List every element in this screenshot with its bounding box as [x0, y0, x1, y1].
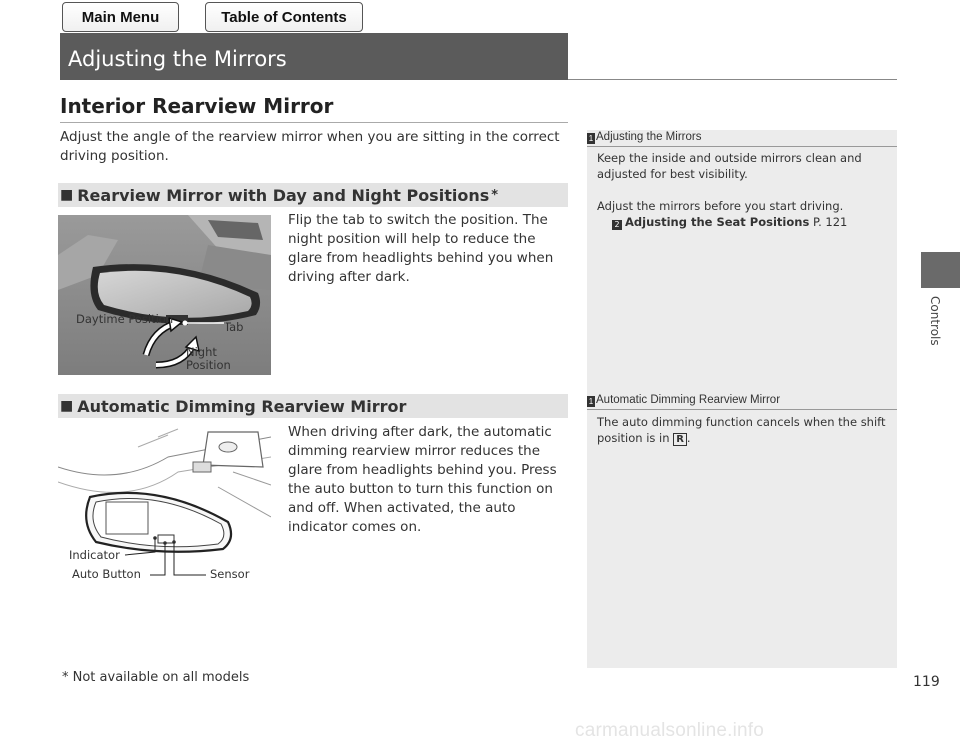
note-text-adjust-before-driving: Adjust the mirrors before you start driving.	[597, 199, 844, 213]
subsection-title: Automatic Dimming Rearview Mirror	[77, 396, 407, 416]
reverse-gear-icon: R	[673, 433, 687, 446]
footnote: * Not available on all models	[62, 670, 250, 685]
reference-arrow-icon: 2	[612, 220, 622, 230]
square-bullet-icon: ■	[60, 398, 74, 414]
section-tab-label[interactable]: Controls	[928, 296, 942, 346]
heading-divider	[60, 122, 568, 123]
subsection-title: Rearview Mirror with Day and Night Positions	[77, 185, 490, 205]
note-title-text: Adjusting the Mirrors	[596, 131, 702, 143]
note-marker-icon: 1	[588, 134, 594, 143]
note-title-auto-dimming	[587, 394, 897, 410]
page-number: 119	[913, 674, 940, 690]
page-title-text: Adjusting the Mirrors	[68, 46, 287, 71]
reference-link-text[interactable]: Adjusting the Seat Positions	[625, 215, 810, 229]
indicator-label: Indicator	[69, 548, 120, 562]
title-divider	[568, 79, 897, 80]
watermark-text: carmanualsonline.info	[575, 720, 765, 741]
footnote-asterisk: *	[491, 187, 499, 203]
note-marker-icon: 1	[588, 397, 594, 406]
day-night-mirror-illustration	[58, 215, 271, 375]
square-bullet-icon: ■	[60, 187, 74, 203]
table-of-contents-button[interactable]: Table of Contents	[205, 2, 363, 32]
subsection-heading-day-night	[58, 183, 568, 207]
sensor-label: Sensor	[210, 567, 250, 581]
night-position-label: Night Position	[186, 345, 231, 372]
daytime-position-label: Daytime Position	[76, 312, 174, 326]
auto-button-label: Auto Button	[72, 567, 141, 581]
section-heading: Interior Rearview Mirror	[60, 94, 334, 118]
main-menu-button[interactable]: Main Menu	[62, 2, 179, 32]
note-title-adjusting-mirrors	[587, 131, 897, 147]
tab-label: Tab	[224, 320, 244, 334]
note-text-after: .	[686, 431, 691, 445]
note-title-text: Automatic Dimming Rearview Mirror	[596, 394, 781, 406]
note-text-auto-dimming-cancel	[597, 414, 887, 446]
day-night-description: Flip the tab to switch the position. The night position will help to reduce the glare from headlights behind you when driving after dark.	[288, 212, 554, 285]
auto-dimming-description: When driving after dark, the automatic dimming rearview mirror reduces the glare from headlights behind you. Press the auto button to turn this function on and off. When activated, the auto indicator comes on.	[288, 424, 557, 535]
section-tab-marker[interactable]	[921, 252, 960, 288]
note-text-clean-mirrors: Keep the inside and outside mirrors clean and adjusted for best visibility.	[597, 151, 862, 181]
page-title	[60, 33, 568, 80]
note-text-before: The auto dimming function cancels when the shift position is in	[597, 415, 886, 445]
subsection-heading-auto-dimming	[58, 394, 568, 418]
intro-paragraph: Adjust the angle of the rearview mirror when you are sitting in the correct driving position.	[60, 129, 560, 164]
seat-positions-reference-link[interactable]	[597, 214, 887, 230]
reference-page: P. 121	[812, 215, 848, 229]
auto-dimming-mirror-illustration	[58, 427, 271, 585]
